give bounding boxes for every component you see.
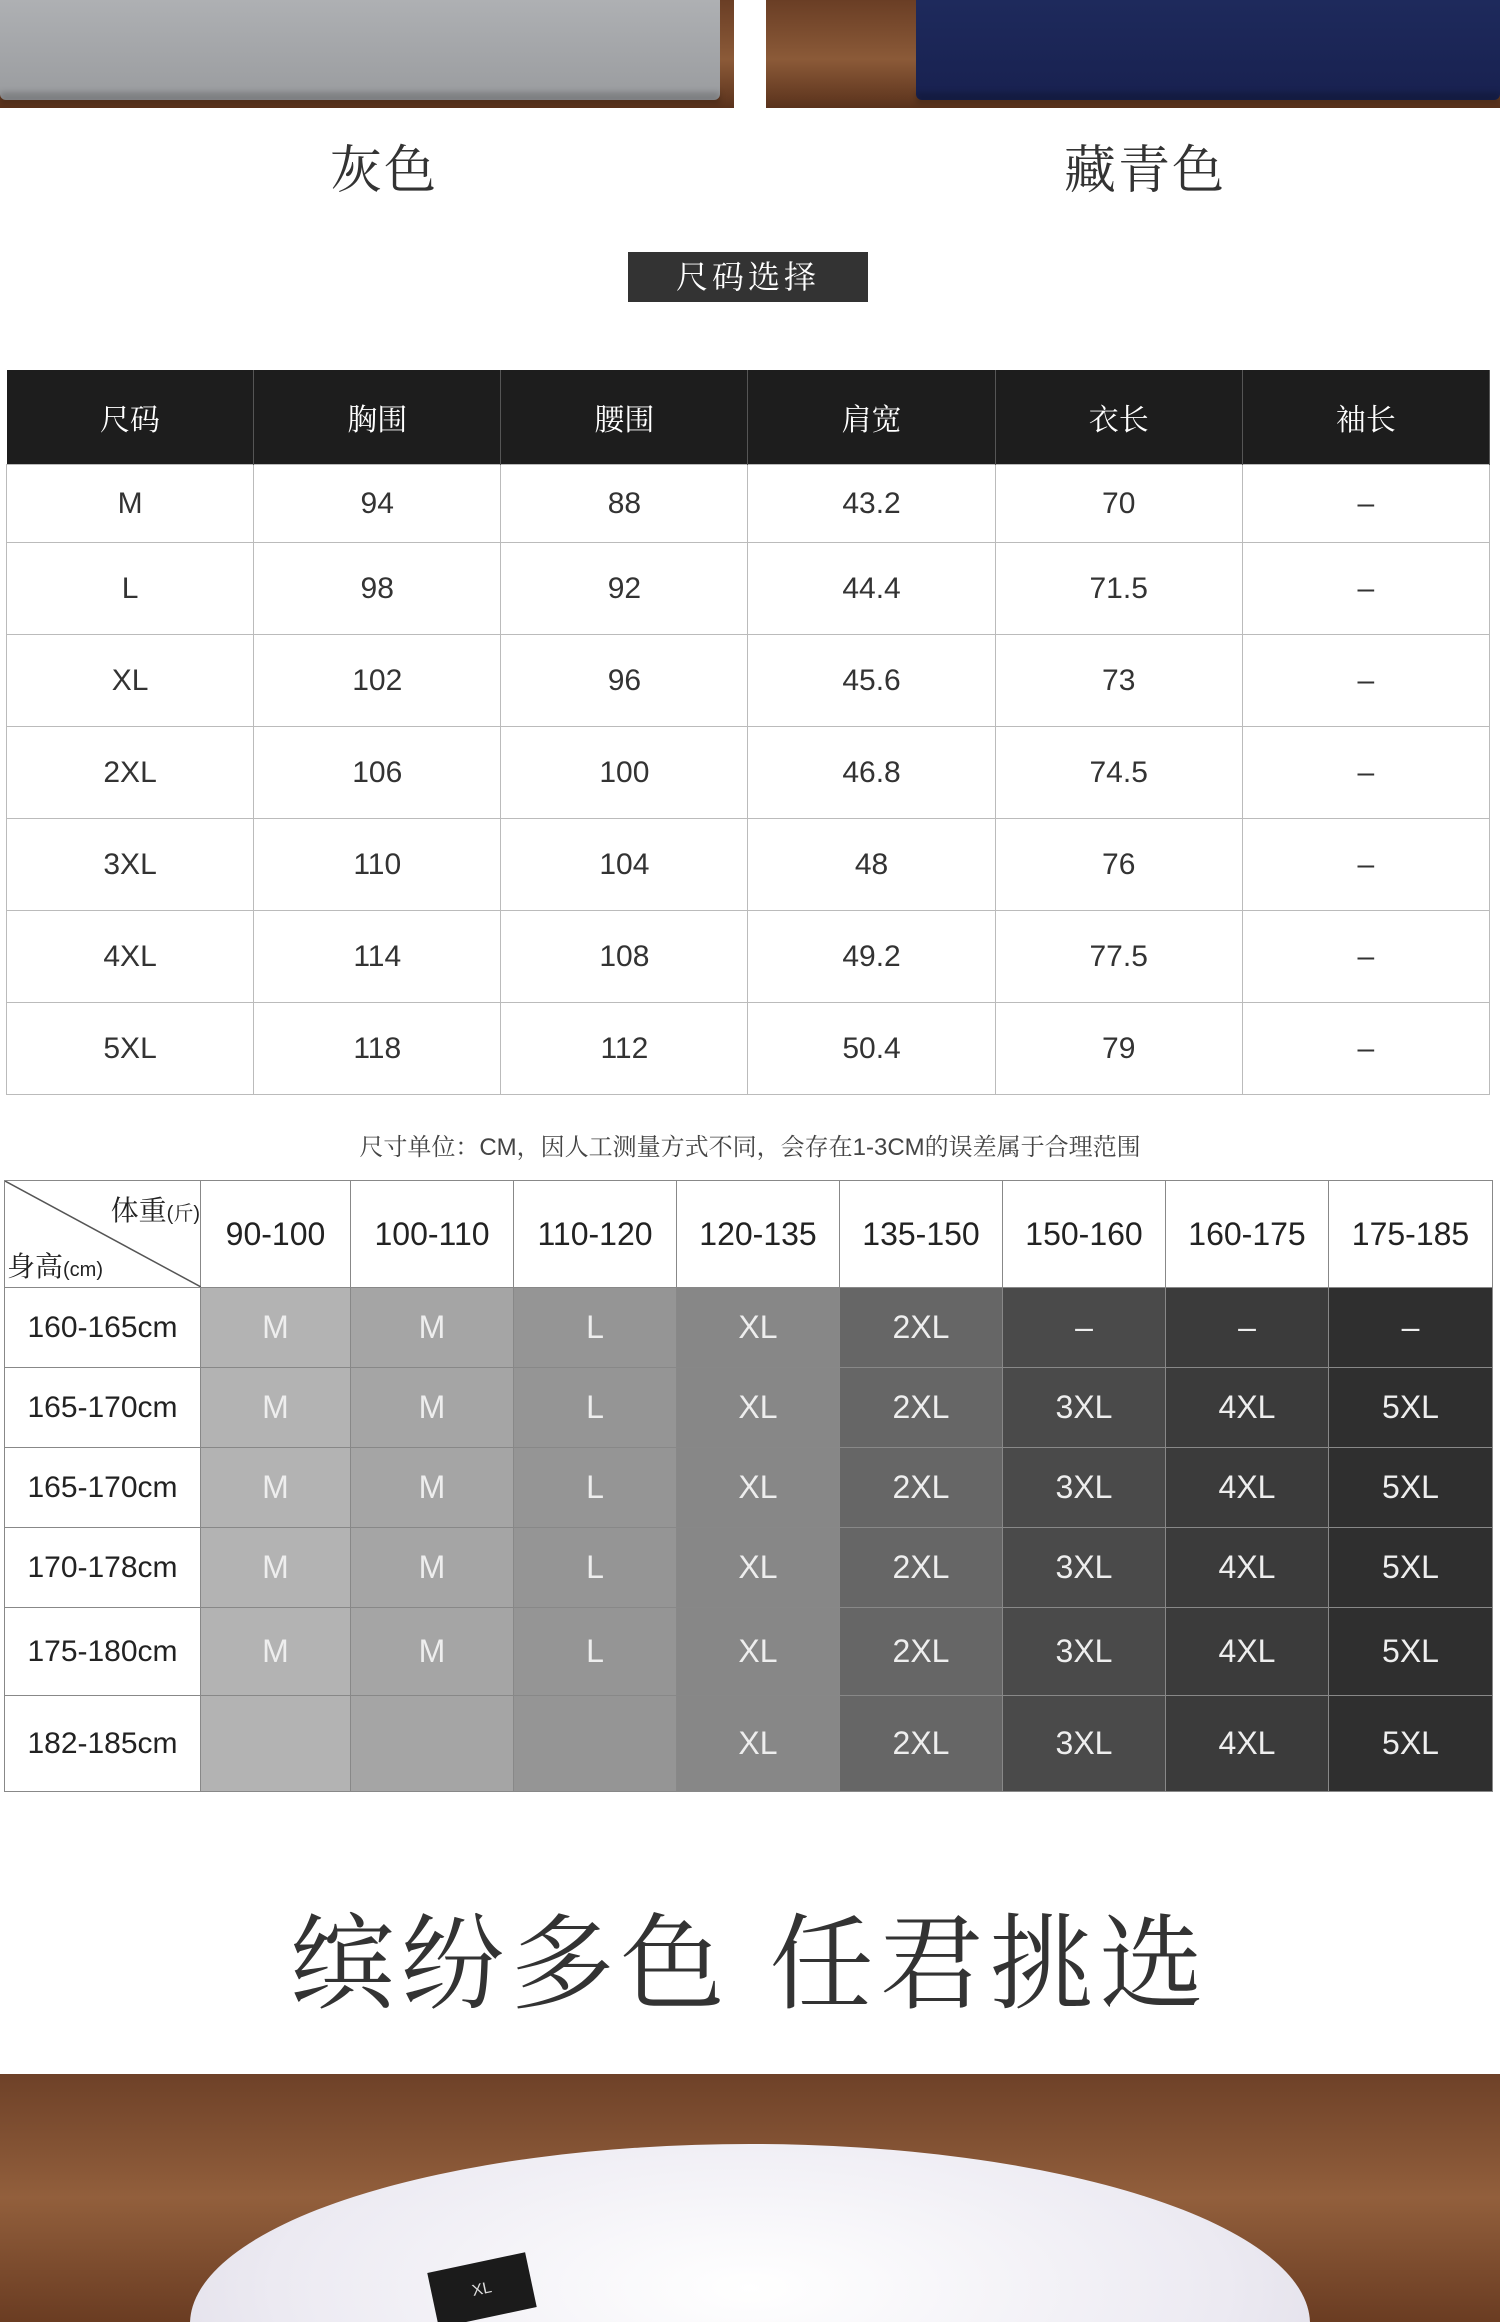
recommended-size-cell: 3XL: [1003, 1448, 1166, 1528]
spec-cell: –: [1242, 911, 1489, 1003]
recommended-size-cell: L: [514, 1288, 677, 1368]
spec-cell: 76: [995, 819, 1242, 911]
recommended-size-cell: [201, 1696, 351, 1792]
table-row: [5, 1608, 1493, 1696]
recommended-size-cell: 4XL: [1166, 1448, 1329, 1528]
spec-cell: L: [7, 543, 254, 635]
recommended-size-cell: M: [351, 1528, 514, 1608]
spec-header-cell: 尺码: [7, 370, 254, 465]
spec-header-cell: 袖长: [1242, 370, 1489, 465]
height-range-header: 170-178cm: [5, 1528, 201, 1608]
spec-cell: 46.8: [748, 727, 995, 819]
spec-cell: 118: [254, 1003, 501, 1095]
weight-range-header: 100-110: [351, 1181, 514, 1288]
recommended-size-cell: [351, 1696, 514, 1792]
spec-cell: 106: [254, 727, 501, 819]
table-row: [7, 911, 1490, 1003]
spec-cell: 43.2: [748, 465, 995, 543]
spec-header-cell: 腰围: [501, 370, 748, 465]
spec-cell: 104: [501, 819, 748, 911]
spec-cell: –: [1242, 727, 1489, 819]
size-section-title: 尺码选择: [628, 252, 868, 302]
recommended-size-cell: XL: [677, 1368, 840, 1448]
recommended-size-cell: L: [514, 1448, 677, 1528]
color-label-navy: 藏青色: [1064, 141, 1227, 201]
table-row: [5, 1448, 1493, 1528]
recommended-size-cell: M: [201, 1448, 351, 1528]
recommended-size-cell: 4XL: [1166, 1368, 1329, 1448]
navy-shirt-photo: [766, 0, 1500, 108]
size-spec-table: [6, 370, 1490, 1095]
spec-header-cell: 肩宽: [748, 370, 995, 465]
table-row: [7, 635, 1490, 727]
spec-cell: 92: [501, 543, 748, 635]
height-range-header: 165-170cm: [5, 1448, 201, 1528]
spec-cell: 45.6: [748, 635, 995, 727]
white-shirt-photo: [0, 2074, 1500, 2322]
recommended-size-cell: 5XL: [1329, 1368, 1493, 1448]
table-row: [7, 465, 1490, 543]
spec-cell: 96: [501, 635, 748, 727]
shirt-collar: [190, 2144, 1310, 2322]
spec-cell: 110: [254, 819, 501, 911]
spec-cell: –: [1242, 819, 1489, 911]
recommended-size-cell: M: [351, 1288, 514, 1368]
spec-cell: 94: [254, 465, 501, 543]
recommended-size-cell: M: [201, 1368, 351, 1448]
spec-header-cell: 衣长: [995, 370, 1242, 465]
spec-cell: –: [1242, 1003, 1489, 1095]
recommended-size-cell: 5XL: [1329, 1528, 1493, 1608]
spec-cell: 2XL: [7, 727, 254, 819]
recommended-size-cell: 4XL: [1166, 1608, 1329, 1696]
gray-shirt-photo: [0, 0, 734, 108]
weight-range-header: 90-100: [201, 1181, 351, 1288]
spec-cell: 77.5: [995, 911, 1242, 1003]
recommended-size-cell: 3XL: [1003, 1368, 1166, 1448]
recommended-size-cell: –: [1329, 1288, 1493, 1368]
recommended-size-cell: 2XL: [840, 1288, 1003, 1368]
size-recommendation-table: [4, 1180, 1493, 1792]
spec-cell: 70: [995, 465, 1242, 543]
spec-cell: 4XL: [7, 911, 254, 1003]
weight-range-header: 110-120: [514, 1181, 677, 1288]
spec-cell: XL: [7, 635, 254, 727]
corner-height-label: 身高(cm): [7, 1251, 103, 1282]
spec-cell: 98: [254, 543, 501, 635]
recommended-size-cell: M: [201, 1528, 351, 1608]
rec-table-corner: [5, 1181, 201, 1288]
height-range-header: 175-180cm: [5, 1608, 201, 1696]
recommended-size-cell: M: [351, 1368, 514, 1448]
spec-cell: 5XL: [7, 1003, 254, 1095]
spec-table-header: [7, 370, 1490, 465]
spec-cell: 88: [501, 465, 748, 543]
weight-range-header: 150-160: [1003, 1181, 1166, 1288]
recommended-size-cell: M: [201, 1608, 351, 1696]
recommended-size-cell: M: [351, 1608, 514, 1696]
recommended-size-cell: 5XL: [1329, 1696, 1493, 1792]
recommended-size-cell: 2XL: [840, 1528, 1003, 1608]
recommended-size-cell: 3XL: [1003, 1696, 1166, 1792]
spec-cell: 73: [995, 635, 1242, 727]
size-tag: XL: [427, 2252, 536, 2322]
recommended-size-cell: 2XL: [840, 1448, 1003, 1528]
spec-cell: 100: [501, 727, 748, 819]
table-row: [7, 1003, 1490, 1095]
table-row: [7, 819, 1490, 911]
spec-cell: 74.5: [995, 727, 1242, 819]
recommended-size-cell: 2XL: [840, 1608, 1003, 1696]
table-row: [5, 1288, 1493, 1368]
recommended-size-cell: XL: [677, 1608, 840, 1696]
table-row: [5, 1696, 1493, 1792]
recommended-size-cell: 3XL: [1003, 1528, 1166, 1608]
spec-cell: –: [1242, 465, 1489, 543]
color-label-gray: 灰色: [330, 141, 439, 201]
measurement-note: 尺寸单位：CM，因人工测量方式不同，会存在1-3CM的误差属于合理范围: [359, 1134, 1141, 1161]
spec-cell: –: [1242, 635, 1489, 727]
recommended-size-cell: XL: [677, 1528, 840, 1608]
recommended-size-cell: 5XL: [1329, 1608, 1493, 1696]
table-row: [7, 727, 1490, 819]
spec-cell: 3XL: [7, 819, 254, 911]
rec-table-header: [5, 1181, 1493, 1288]
recommended-size-cell: 4XL: [1166, 1528, 1329, 1608]
table-row: [5, 1368, 1493, 1448]
height-range-header: 160-165cm: [5, 1288, 201, 1368]
weight-range-header: 175-185: [1329, 1181, 1493, 1288]
spec-cell: 102: [254, 635, 501, 727]
height-range-header: 165-170cm: [5, 1368, 201, 1448]
weight-range-header: 135-150: [840, 1181, 1003, 1288]
recommended-size-cell: L: [514, 1368, 677, 1448]
spec-cell: 71.5: [995, 543, 1242, 635]
recommended-size-cell: M: [351, 1448, 514, 1528]
spec-cell: 50.4: [748, 1003, 995, 1095]
weight-range-header: 120-135: [677, 1181, 840, 1288]
recommended-size-cell: L: [514, 1608, 677, 1696]
recommended-size-cell: 3XL: [1003, 1608, 1166, 1696]
recommended-size-cell: M: [201, 1288, 351, 1368]
height-range-header: 182-185cm: [5, 1696, 201, 1792]
slogan: 缤纷多色 任君挑选: [290, 1903, 1210, 2025]
recommended-size-cell: L: [514, 1528, 677, 1608]
spec-cell: 112: [501, 1003, 748, 1095]
table-row: [5, 1528, 1493, 1608]
recommended-size-cell: 4XL: [1166, 1696, 1329, 1792]
recommended-size-cell: [514, 1696, 677, 1792]
spec-cell: 108: [501, 911, 748, 1003]
spec-header-cell: 胸围: [254, 370, 501, 465]
recommended-size-cell: XL: [677, 1448, 840, 1528]
spec-cell: 79: [995, 1003, 1242, 1095]
corner-weight-label: 体重(斤): [110, 1195, 200, 1226]
spec-cell: 49.2: [748, 911, 995, 1003]
weight-range-header: 160-175: [1166, 1181, 1329, 1288]
recommended-size-cell: 2XL: [840, 1368, 1003, 1448]
recommended-size-cell: XL: [677, 1288, 840, 1368]
spec-cell: 44.4: [748, 543, 995, 635]
recommended-size-cell: 5XL: [1329, 1448, 1493, 1528]
recommended-size-cell: –: [1003, 1288, 1166, 1368]
recommended-size-cell: XL: [677, 1696, 840, 1792]
recommended-size-cell: 2XL: [840, 1696, 1003, 1792]
spec-cell: 114: [254, 911, 501, 1003]
spec-cell: –: [1242, 543, 1489, 635]
table-row: [7, 543, 1490, 635]
recommended-size-cell: –: [1166, 1288, 1329, 1368]
spec-cell: 48: [748, 819, 995, 911]
spec-cell: M: [7, 465, 254, 543]
